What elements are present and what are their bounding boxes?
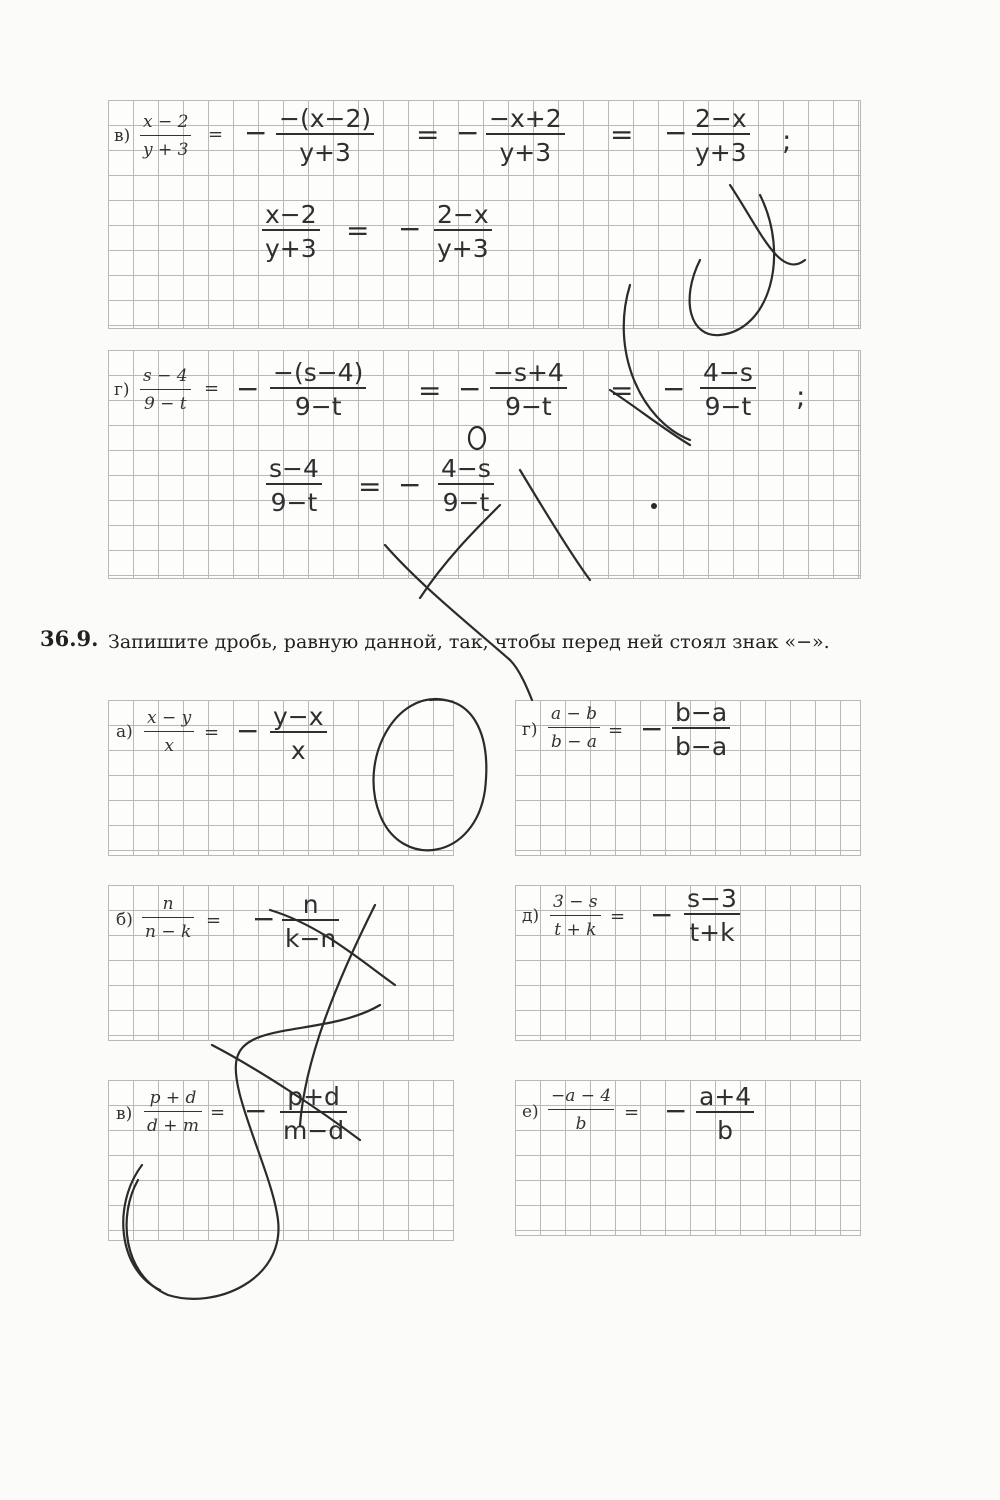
printed-fraction: p + d d + m [144, 1090, 202, 1135]
printed-fraction: x − 2 y + 3 [140, 114, 191, 159]
handwritten-minus: − [662, 372, 686, 405]
item-label: в) [114, 126, 131, 146]
handwritten-minus: − [252, 902, 276, 935]
item-label: е) [522, 1102, 539, 1122]
handwritten-minus: − [458, 372, 482, 405]
printed-fraction: n n − k [142, 896, 194, 941]
handwritten-minus: − [236, 372, 260, 405]
handwritten-equals: = [358, 470, 382, 503]
task-number: 36.9. [40, 626, 99, 651]
handwritten-minus: − [456, 116, 480, 149]
handwritten-fraction: s−4 9−t [266, 456, 322, 515]
handwritten-minus: − [398, 212, 422, 245]
handwritten-fraction: −s+4 9−t [490, 360, 567, 419]
handwritten-answer: s−3 t+k [684, 886, 740, 945]
handwritten-answer: p+d m−d [280, 1084, 347, 1143]
handwritten-equals: = [346, 214, 370, 247]
handwritten-minus: − [664, 1094, 688, 1127]
equals-sign: = [610, 906, 626, 927]
task-statement: Запишите дробь, равную данной, так, чтобы перед ней стоял знак «−». [108, 631, 830, 653]
handwritten-equals: = [418, 374, 442, 407]
printed-fraction: −a − 4 b [548, 1088, 614, 1133]
handwritten-fraction: 4−s 9−t [700, 360, 756, 419]
handwritten-equals: = [610, 118, 634, 151]
item-label: г) [522, 720, 538, 740]
handwritten-fraction: x−2 y+3 [262, 202, 320, 261]
handwritten-minus: − [640, 712, 664, 745]
handwritten-minus: − [650, 898, 674, 931]
handwritten-answer: y−x x [270, 704, 327, 763]
printed-fraction: 3 − s t + k [550, 894, 601, 939]
handwritten-fraction: −(x−2) y+3 [276, 106, 374, 165]
item-label: в) [116, 1104, 133, 1124]
equals-sign: = [624, 1102, 640, 1123]
item-label: д) [522, 906, 540, 926]
handwritten-minus: − [398, 468, 422, 501]
handwritten-fraction: −x+2 y+3 [486, 106, 565, 165]
equals-sign: = [204, 378, 220, 399]
item-label: г) [114, 380, 130, 400]
handwritten-minus: − [244, 1094, 268, 1127]
handwritten-semicolon: ; [782, 124, 792, 157]
equals-sign: = [210, 1102, 226, 1123]
equals-sign: = [204, 722, 220, 743]
handwritten-semicolon: ; [796, 380, 806, 413]
handwritten-fraction: 4−s 9−t [438, 456, 494, 515]
handwritten-equals: = [610, 374, 634, 407]
printed-fraction: a − b b − a [548, 706, 600, 751]
equals-sign: = [208, 124, 224, 145]
printed-fraction: s − 4 9 − t [140, 368, 191, 413]
handwritten-fraction: 2−x y+3 [692, 106, 750, 165]
equals-sign: = [608, 720, 624, 741]
handwritten-minus: − [236, 714, 260, 747]
printed-fraction: x − y x [144, 710, 194, 755]
handwritten-minus: − [664, 116, 688, 149]
handwritten-equals: = [416, 118, 440, 151]
handwritten-answer: b−a b−a [672, 700, 730, 759]
handwritten-fraction: 2−x y+3 [434, 202, 492, 261]
equals-sign: = [206, 910, 222, 931]
handwritten-minus: − [244, 116, 268, 149]
item-label: б) [116, 910, 133, 930]
item-label: а) [116, 722, 133, 742]
handwritten-answer: n k−n [282, 892, 339, 951]
handwritten-fraction: −(s−4) 9−t [270, 360, 366, 419]
handwritten-answer: a+4 b [696, 1084, 754, 1143]
